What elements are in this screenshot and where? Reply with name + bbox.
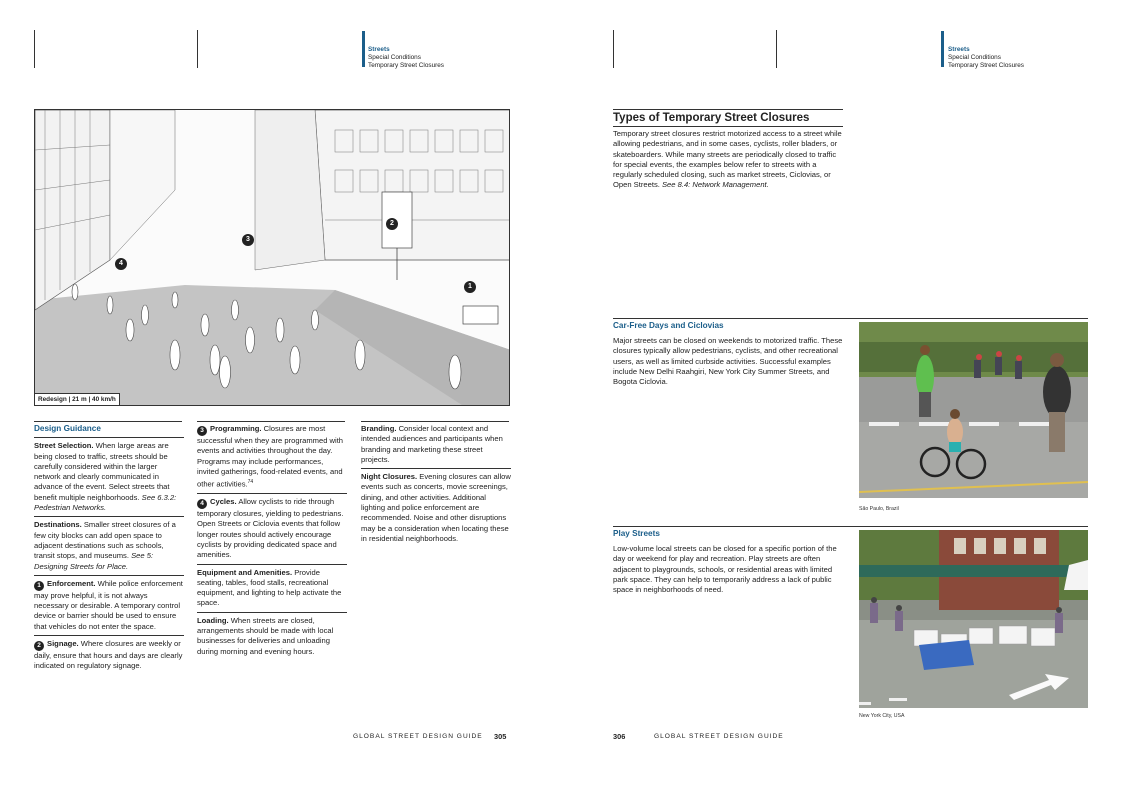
title-bottom-rule bbox=[613, 126, 843, 127]
intro-body: Temporary street closures restrict motorized access to a street while allowing pedestrians, and in some cases, cyclists, roller bladers, or skateboarders. While many streets are periodically closed to traffic for special events, the examples below refer to streets with a regularly scheduled closing, such as market streets, Ciclovias, or Open Streets. bbox=[613, 129, 842, 190]
intro-ref: See 8.4: Network Management. bbox=[661, 180, 769, 190]
loading-body: When streets are closed, arrangements should be made with local businesses for deliveries and unloading during morning and evening hours. bbox=[197, 615, 334, 656]
carfree-rule bbox=[613, 318, 1088, 319]
left-col-2 bbox=[197, 424, 347, 660]
signage-number: 2 bbox=[34, 641, 44, 651]
night-closures-body: Evening closures can allow events such as concerts, movie screenings, dining, and other activities. Additional lighting and police enforcement are recommended. Noise and other disruptions may be a consideration when locating these in residential neighborhoods. bbox=[361, 472, 511, 543]
night-closures-block bbox=[361, 468, 511, 544]
signage-body: Where closures are weekly or daily, ensure that hours and days are clearly indicated on regulatory signage. bbox=[34, 639, 183, 671]
header-topic: Temporary Street Closures bbox=[368, 62, 445, 69]
running-header-right bbox=[948, 46, 1024, 70]
cycles-number: 4 bbox=[197, 499, 207, 509]
programming-footnote: 74 bbox=[247, 479, 254, 486]
right-footer-text: GLOBAL STREET DESIGN GUIDE bbox=[654, 733, 784, 740]
sao-paulo-photo bbox=[859, 322, 1088, 498]
carfree-heading: Car-Free Days and Ciclovias bbox=[613, 321, 724, 330]
play-heading: Play Streets bbox=[613, 529, 660, 538]
play-body: Low-volume local streets can be closed for a specific portion of the day or weekend for play and recreation. Play streets are often adjacent to playgrounds, schools, or residential areas with limited park space. They can help to temporarily address a lack of public space in neighborhoods of need. bbox=[613, 544, 837, 595]
left-col-1 bbox=[34, 424, 184, 675]
destinations-block bbox=[34, 516, 184, 571]
right-page-number: 306 bbox=[613, 732, 626, 741]
design-guidance-heading: Design Guidance bbox=[34, 424, 101, 433]
callout-marker-2: 2 bbox=[386, 218, 398, 230]
header-accent-right bbox=[941, 31, 944, 67]
page-title: Types of Temporary Street Closures bbox=[613, 112, 810, 124]
carfree-text bbox=[613, 336, 845, 390]
loading-title: Loading. bbox=[197, 615, 229, 625]
cycles-title: Cycles. bbox=[210, 497, 237, 507]
street-selection-ref: See 6.3.2: Pedestrian Networks. bbox=[34, 492, 177, 513]
destinations-ref: See 5: Designing Streets for Place. bbox=[34, 551, 154, 571]
enforcement-title: Enforcement. bbox=[47, 578, 96, 588]
street-selection-body: When large areas are being closed to traffic, streets should be carefully considered within the larger network and clearly communicated in advance of the event. Select streets that benefit multiple neighborhoods. bbox=[34, 441, 170, 502]
cycles-block bbox=[197, 493, 347, 560]
header-subsection: Special Conditions bbox=[948, 54, 1001, 61]
callout-marker-3: 3 bbox=[242, 234, 254, 246]
header-divider-4 bbox=[776, 30, 777, 68]
signage-block bbox=[34, 635, 184, 672]
cyclist-photo-illustration bbox=[859, 322, 1088, 498]
cycles-body: Allow cyclists to ride through temporary closures, yielding to pedestrians. Open Streets or Ciclovia events that follow longer routes should actively encourage cyclists by providing dedicated space and amenities. bbox=[197, 497, 344, 560]
callout-marker-1: 1 bbox=[464, 281, 476, 293]
callout-marker-4: 4 bbox=[115, 258, 127, 270]
branding-body: Consider local context and intended audiences and participants when branding and marketing these street projects. bbox=[361, 424, 503, 464]
street-selection-title: Street Selection. bbox=[34, 441, 94, 451]
enforcement-body: While police enforcement may prove helpful, it is not always necessary or desirable. A temporary control device or barrier should be used to ensure that vehicles do not enter the space. bbox=[34, 578, 183, 631]
running-header-left bbox=[368, 46, 444, 70]
programming-body: Closures are most successful when they are programmed with events and activities throughout the day. Programs may include performances, invited gatherings, food-related events, and other activities. bbox=[197, 424, 344, 489]
new-york-photo bbox=[859, 530, 1088, 708]
equipment-block bbox=[197, 564, 347, 609]
header-divider-1 bbox=[34, 30, 35, 68]
header-section: Streets bbox=[368, 46, 390, 53]
enforcement-number: 1 bbox=[34, 581, 44, 591]
programming-title: Programming. bbox=[210, 424, 262, 433]
header-divider-2 bbox=[197, 30, 198, 68]
header-topic: Temporary Street Closures bbox=[948, 62, 1025, 69]
street-selection-block bbox=[34, 437, 184, 513]
header-section: Streets bbox=[948, 46, 970, 53]
header-divider-3 bbox=[613, 30, 614, 68]
loading-block bbox=[197, 612, 347, 657]
col1-top-rule bbox=[34, 421, 182, 422]
destinations-title: Destinations. bbox=[34, 520, 82, 530]
new-york-caption: New York City, USA bbox=[859, 713, 905, 719]
title-top-rule bbox=[613, 109, 843, 110]
play-street-photo-illustration bbox=[859, 530, 1088, 708]
col3-top-rule bbox=[361, 421, 509, 422]
programming-number: 3 bbox=[197, 426, 207, 436]
left-col-3 bbox=[361, 424, 511, 547]
play-rule bbox=[613, 526, 1088, 527]
header-accent-left bbox=[362, 31, 365, 67]
header-subsection: Special Conditions bbox=[368, 54, 421, 61]
intro-text bbox=[613, 129, 845, 194]
night-closures-title: Night Closures. bbox=[361, 472, 418, 482]
col2-top-rule bbox=[197, 421, 345, 422]
left-footer-text: GLOBAL STREET DESIGN GUIDE bbox=[353, 733, 483, 740]
equipment-body: Provide seating, tables, food stalls, recreational equipment, and lighting to help activate the space. bbox=[197, 567, 342, 608]
sao-paulo-caption: São Paulo, Brazil bbox=[859, 506, 899, 512]
signage-title: Signage. bbox=[47, 639, 79, 649]
destinations-body: Smaller street closures of a few city blocks can add open space to adjacent destinations such as schools, transit stops, and museums. bbox=[34, 520, 176, 561]
street-sketch bbox=[35, 110, 510, 406]
play-text bbox=[613, 544, 845, 598]
branding-title: Branding. bbox=[361, 424, 397, 433]
illustration-caption: Redesign | 21 m | 40 km/h bbox=[35, 393, 120, 405]
street-illustration bbox=[34, 109, 510, 406]
equipment-title: Equipment and Amenities. bbox=[197, 567, 293, 577]
carfree-body: Major streets can be closed on weekends to motorized traffic. These closures typically allow pedestrians, cyclists, and other recreational users, as well as limited curbside activities. Successful examples include New Delhi Raahgiri, New York City Summer Streets, and Bogota Ciclovia. bbox=[613, 336, 843, 387]
enforcement-block bbox=[34, 575, 184, 632]
left-page-number: 305 bbox=[494, 732, 507, 741]
